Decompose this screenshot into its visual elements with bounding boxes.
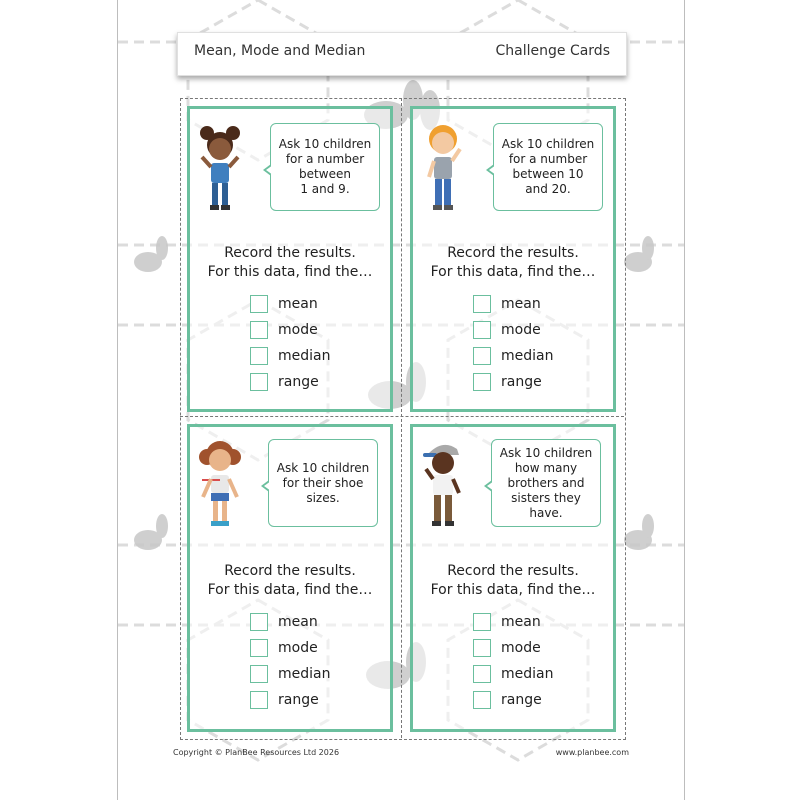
speech-bubble	[268, 439, 378, 527]
checkbox[interactable]	[250, 321, 268, 339]
checklist-item-mode[interactable]: mode	[473, 317, 553, 343]
speech-bubble	[491, 439, 601, 527]
instruction-line-2: For this data, find the…	[207, 582, 373, 598]
checkbox[interactable]	[473, 295, 491, 313]
challenge-card-4	[410, 424, 616, 732]
challenge-card-2	[410, 106, 616, 412]
checkbox[interactable]	[473, 321, 491, 339]
checklist-item-range[interactable]: range	[473, 369, 553, 395]
instruction-line-1: Record the results.	[224, 245, 356, 261]
checklist	[473, 609, 553, 713]
checklist-item-mean[interactable]: mean	[250, 609, 330, 635]
checkbox[interactable]	[473, 347, 491, 365]
checkbox[interactable]	[473, 665, 491, 683]
checklist-item-median[interactable]: median	[473, 343, 553, 369]
checkbox[interactable]	[250, 639, 268, 657]
checklist-item-mode[interactable]: mode	[473, 635, 553, 661]
checkbox[interactable]	[250, 691, 268, 709]
checklist-item-mean[interactable]: mean	[473, 609, 553, 635]
checkbox[interactable]	[473, 639, 491, 657]
checklist-item-mode[interactable]: mode	[250, 317, 330, 343]
checklist-item-range[interactable]: range	[250, 687, 330, 713]
checklist	[250, 609, 330, 713]
page-title: Mean, Mode and Median	[194, 43, 366, 59]
instruction-line-1: Record the results.	[447, 563, 579, 579]
instruction-line-1: Record the results.	[447, 245, 579, 261]
checklist-item-median[interactable]: median	[250, 661, 330, 687]
checklist	[473, 291, 553, 395]
speech-bubble	[270, 123, 380, 211]
checklist-item-mean[interactable]: mean	[473, 291, 553, 317]
bubble-text: Ask 10 children for a number between 1 and 9.	[278, 137, 372, 196]
worksheet-page	[117, 0, 685, 800]
checklist-item-mean[interactable]: mean	[250, 291, 330, 317]
checkbox[interactable]	[250, 373, 268, 391]
checklist-item-range[interactable]: range	[473, 687, 553, 713]
bubble-text: Ask 10 children for a number between 10 and 20.	[501, 137, 595, 196]
instruction-line-2: For this data, find the…	[430, 582, 596, 598]
checklist-item-mode[interactable]: mode	[250, 635, 330, 661]
copyright-text: Copyright © PlanBee Resources Ltd 2026	[173, 748, 340, 757]
checklist-item-median[interactable]: median	[250, 343, 330, 369]
card-instructions	[413, 244, 613, 282]
checkbox[interactable]	[473, 613, 491, 631]
checklist	[250, 291, 330, 395]
cutting-line-horizontal	[180, 416, 624, 417]
website-link[interactable]: www.planbee.com	[555, 748, 629, 757]
instruction-line-1: Record the results.	[224, 563, 356, 579]
checkbox[interactable]	[250, 665, 268, 683]
card-instructions	[190, 562, 390, 600]
cutting-line-vertical	[401, 98, 402, 738]
checkbox[interactable]	[250, 347, 268, 365]
speech-bubble	[493, 123, 603, 211]
challenge-card-3	[187, 424, 393, 732]
page-subtitle: Challenge Cards	[495, 43, 610, 59]
child-boy-cap-icon	[421, 437, 465, 529]
bubble-text: Ask 10 children for their shoe sizes.	[276, 460, 370, 505]
checklist-item-median[interactable]: median	[473, 661, 553, 687]
bubble-text: Ask 10 children how many brothers and sisters they have.	[499, 445, 593, 520]
page-header	[177, 32, 627, 76]
child-girl-curly-icon	[198, 437, 242, 529]
card-instructions	[190, 244, 390, 282]
instruction-line-2: For this data, find the…	[207, 264, 373, 280]
card-instructions	[413, 562, 613, 600]
checkbox[interactable]	[250, 613, 268, 631]
child-girl-buns-icon	[198, 121, 242, 213]
checklist-item-range[interactable]: range	[250, 369, 330, 395]
child-boy-waving-icon	[423, 121, 463, 213]
challenge-card-1	[187, 106, 393, 412]
checkbox[interactable]	[473, 691, 491, 709]
checkbox[interactable]	[250, 295, 268, 313]
instruction-line-2: For this data, find the…	[430, 264, 596, 280]
checkbox[interactable]	[473, 373, 491, 391]
